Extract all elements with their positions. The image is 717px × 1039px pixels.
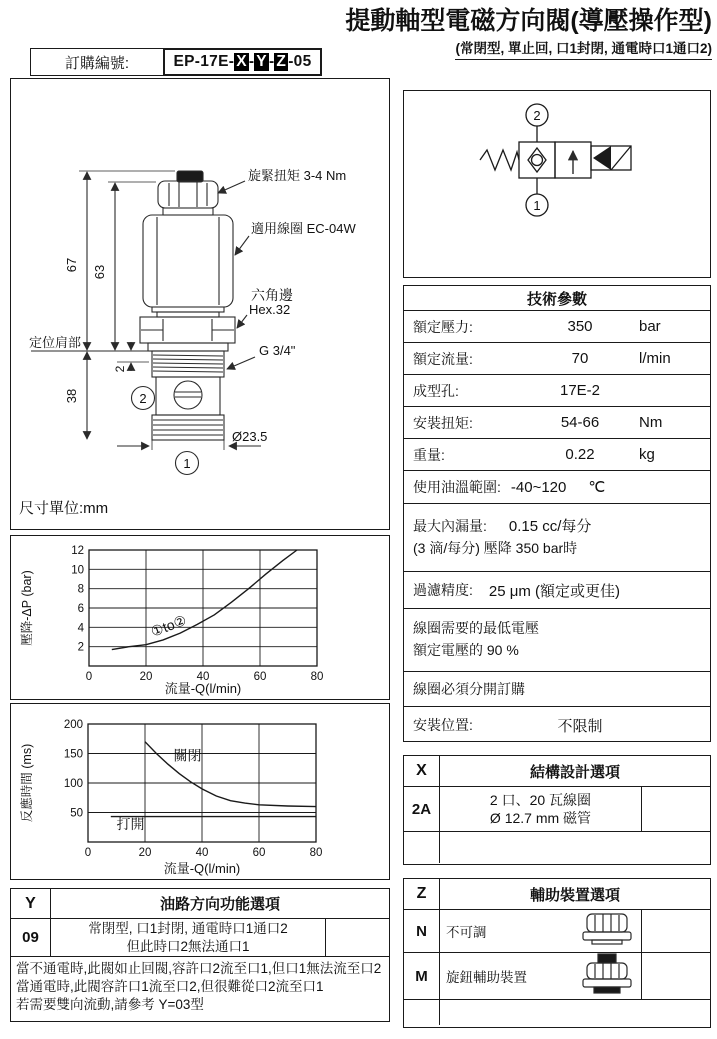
tech-row-coil-order: 線圈必須分開訂購 (404, 671, 710, 706)
svg-text:20: 20 (139, 671, 153, 683)
x-table-header (404, 756, 710, 787)
tech-row-weight: 重量: 0.22 kg (404, 438, 710, 470)
svg-text:4: 4 (77, 622, 84, 635)
hex-label: 六角邊 (251, 287, 293, 303)
svg-text:壓降-ΔP (bar): 壓降-ΔP (bar) (20, 570, 34, 646)
knob-nut-icon (579, 953, 635, 1000)
svg-text:0: 0 (84, 847, 92, 859)
svg-text:流量-Q(l/min): 流量-Q(l/min) (164, 681, 242, 696)
svg-text:40: 40 (196, 671, 210, 683)
dim-2: 2 (113, 365, 127, 373)
z-option-table (403, 878, 711, 1028)
chart-svg (11, 536, 387, 698)
y-code-header: Y (11, 889, 51, 918)
z-option-row-n: N 不可調 (404, 910, 710, 953)
pressure-drop-chart (10, 535, 390, 700)
x-option-desc: 2 口、20 瓦線圈 Ø 12.7 mm 磁管 (440, 787, 642, 831)
tech-row-oil-temp: 使用油溫範圍: -40~120 ℃ (404, 470, 710, 503)
valve-drawing-box (10, 78, 390, 530)
series-關閉 (145, 742, 316, 807)
y-option-row-09: 09 常閉型, 口1封閉, 通電時口1通口2 但此時口2無法通口1 (11, 919, 389, 957)
y-table-title: 油路方向功能選項 (159, 896, 280, 913)
port-1-label: 1 (183, 456, 191, 471)
svg-text:0: 0 (85, 671, 93, 683)
symbol-port-1: 1 (533, 198, 541, 213)
svg-text:60: 60 (252, 847, 266, 859)
thread-label: G 3/4" (259, 343, 296, 358)
x-option-table (403, 755, 711, 865)
order-label: 訂購編號: (30, 48, 164, 76)
tech-row-filtration: 過濾精度: 25 μm (額定或更佳) (404, 571, 710, 608)
x-option-row-2a: 2A 2 口、20 瓦線圈 Ø 12.7 mm 磁管 (404, 787, 710, 832)
svg-text:打開: 打開 (116, 816, 145, 833)
x-option-empty-cell (642, 787, 710, 831)
svg-text:12: 12 (71, 545, 84, 557)
svg-text:150: 150 (63, 748, 83, 761)
chart-svg (11, 704, 387, 878)
note-line: 若需要雙向流動,請參考 Y=03型 (16, 997, 204, 1013)
dim-63: 63 (92, 264, 107, 280)
dim-67: 67 (64, 257, 79, 273)
response-time-chart (10, 703, 390, 880)
tech-params-table (403, 285, 711, 742)
z-table-title: 輔助裝置選項 (529, 886, 620, 904)
order-model (163, 48, 322, 76)
order-z-code: Z (276, 53, 287, 70)
x-code-header: X (404, 756, 440, 786)
symbol-port-2: 2 (533, 108, 541, 123)
hex-nut-icon (579, 912, 635, 951)
z-empty-row (404, 1000, 710, 1025)
hex-size-label: Hex.32 (249, 302, 291, 317)
note-line: 當通電時,此閥容許口1流至口2,但很難從口2流至口1 (16, 979, 324, 995)
svg-text:80: 80 (310, 671, 324, 683)
svg-text:反應時間 (ms): 反應時間 (ms) (20, 743, 34, 823)
tech-row-cavity: 成型孔: 17E-2 (404, 374, 710, 406)
y-option-table (10, 888, 390, 1022)
svg-text:6: 6 (77, 603, 84, 615)
header (345, 1, 712, 60)
tech-row-pressure: 額定壓力: 350 bar (404, 310, 710, 342)
svg-text:①to②: ①to② (148, 611, 189, 640)
hydraulic-symbol-diagram (404, 91, 709, 276)
tech-row-mounting: 安裝位置: 不限制 (404, 706, 710, 743)
hydraulic-symbol-box (403, 90, 711, 278)
y-table-header (11, 889, 389, 919)
order-y-code: Y (256, 53, 267, 70)
svg-text:60: 60 (253, 671, 267, 683)
y-table-notes (11, 957, 389, 1018)
x-empty-row (404, 832, 710, 863)
svg-text:50: 50 (70, 807, 83, 820)
torque-label: 旋緊扭矩 3-4 Nm (248, 168, 347, 183)
order-x-code: X (236, 53, 247, 70)
tech-row-coil-voltage: 線圈需要的最低電壓 額定電壓的 90 % (404, 608, 710, 671)
tech-row-leakage: 最大內漏量: 0.15 cc/每分 (3 滴/每分) 壓降 350 bar時 (404, 503, 710, 571)
order-dash: - (248, 53, 255, 70)
z-table-header (404, 879, 710, 910)
tech-row-torque: 安裝扭矩: 54-66 Nm (404, 406, 710, 438)
svg-text:80: 80 (309, 847, 323, 859)
svg-text:200: 200 (63, 719, 83, 731)
order-model-prefix: EP-17E- (173, 53, 235, 70)
shoulder-label: 定位肩部 (29, 335, 82, 350)
knob-shape (177, 171, 203, 182)
dim-diameter: Ø23.5 (232, 429, 268, 444)
svg-text:100: 100 (63, 778, 83, 790)
svg-text:20: 20 (138, 847, 152, 859)
svg-text:40: 40 (195, 847, 209, 859)
port-2-label: 2 (139, 391, 147, 406)
page-subtitle: (常閉型, 單止回, 口1封閉, 通電時口1通口2) (455, 37, 712, 60)
unit-note: 尺寸單位:mm (19, 500, 109, 517)
y-option-desc: 常閉型, 口1封閉, 通電時口1通口2 但此時口2無法通口1 (51, 919, 326, 956)
valve-drawing-svg (11, 79, 388, 491)
dim-38: 38 (64, 388, 79, 404)
svg-text:流量-Q(l/min): 流量-Q(l/min) (163, 861, 241, 876)
tech-row-flow: 額定流量: 70 l/min (404, 342, 710, 374)
svg-text:8: 8 (77, 583, 84, 596)
coil-label: 適用線圈 EC-04W (251, 221, 356, 236)
x-table-title: 結構設計選項 (529, 763, 620, 781)
y-option-empty-cell (326, 919, 389, 956)
tech-table-title: 技術參數 (526, 290, 587, 308)
z-option-n-label: 不可調 (446, 925, 487, 940)
note-line: 當不通電時,此閥如止回閥,容許口2流至口1,但口1無法流至口2 (16, 961, 382, 976)
svg-text:關閉: 關閉 (173, 747, 202, 764)
page-title: 提動軸型電磁方向閥(導壓操作型) (345, 7, 712, 35)
order-dash: - (268, 53, 275, 70)
z-option-m-label: 旋鈕輔助裝置 (446, 970, 527, 985)
svg-text:10: 10 (71, 564, 84, 577)
order-number-row (30, 48, 322, 76)
svg-text:2: 2 (77, 641, 84, 654)
order-model-suffix: -05 (288, 53, 312, 70)
z-option-row-m: M 旋鈕輔助裝置 (404, 953, 710, 1000)
series-①to② (112, 550, 297, 650)
z-code-header: Z (404, 879, 440, 909)
